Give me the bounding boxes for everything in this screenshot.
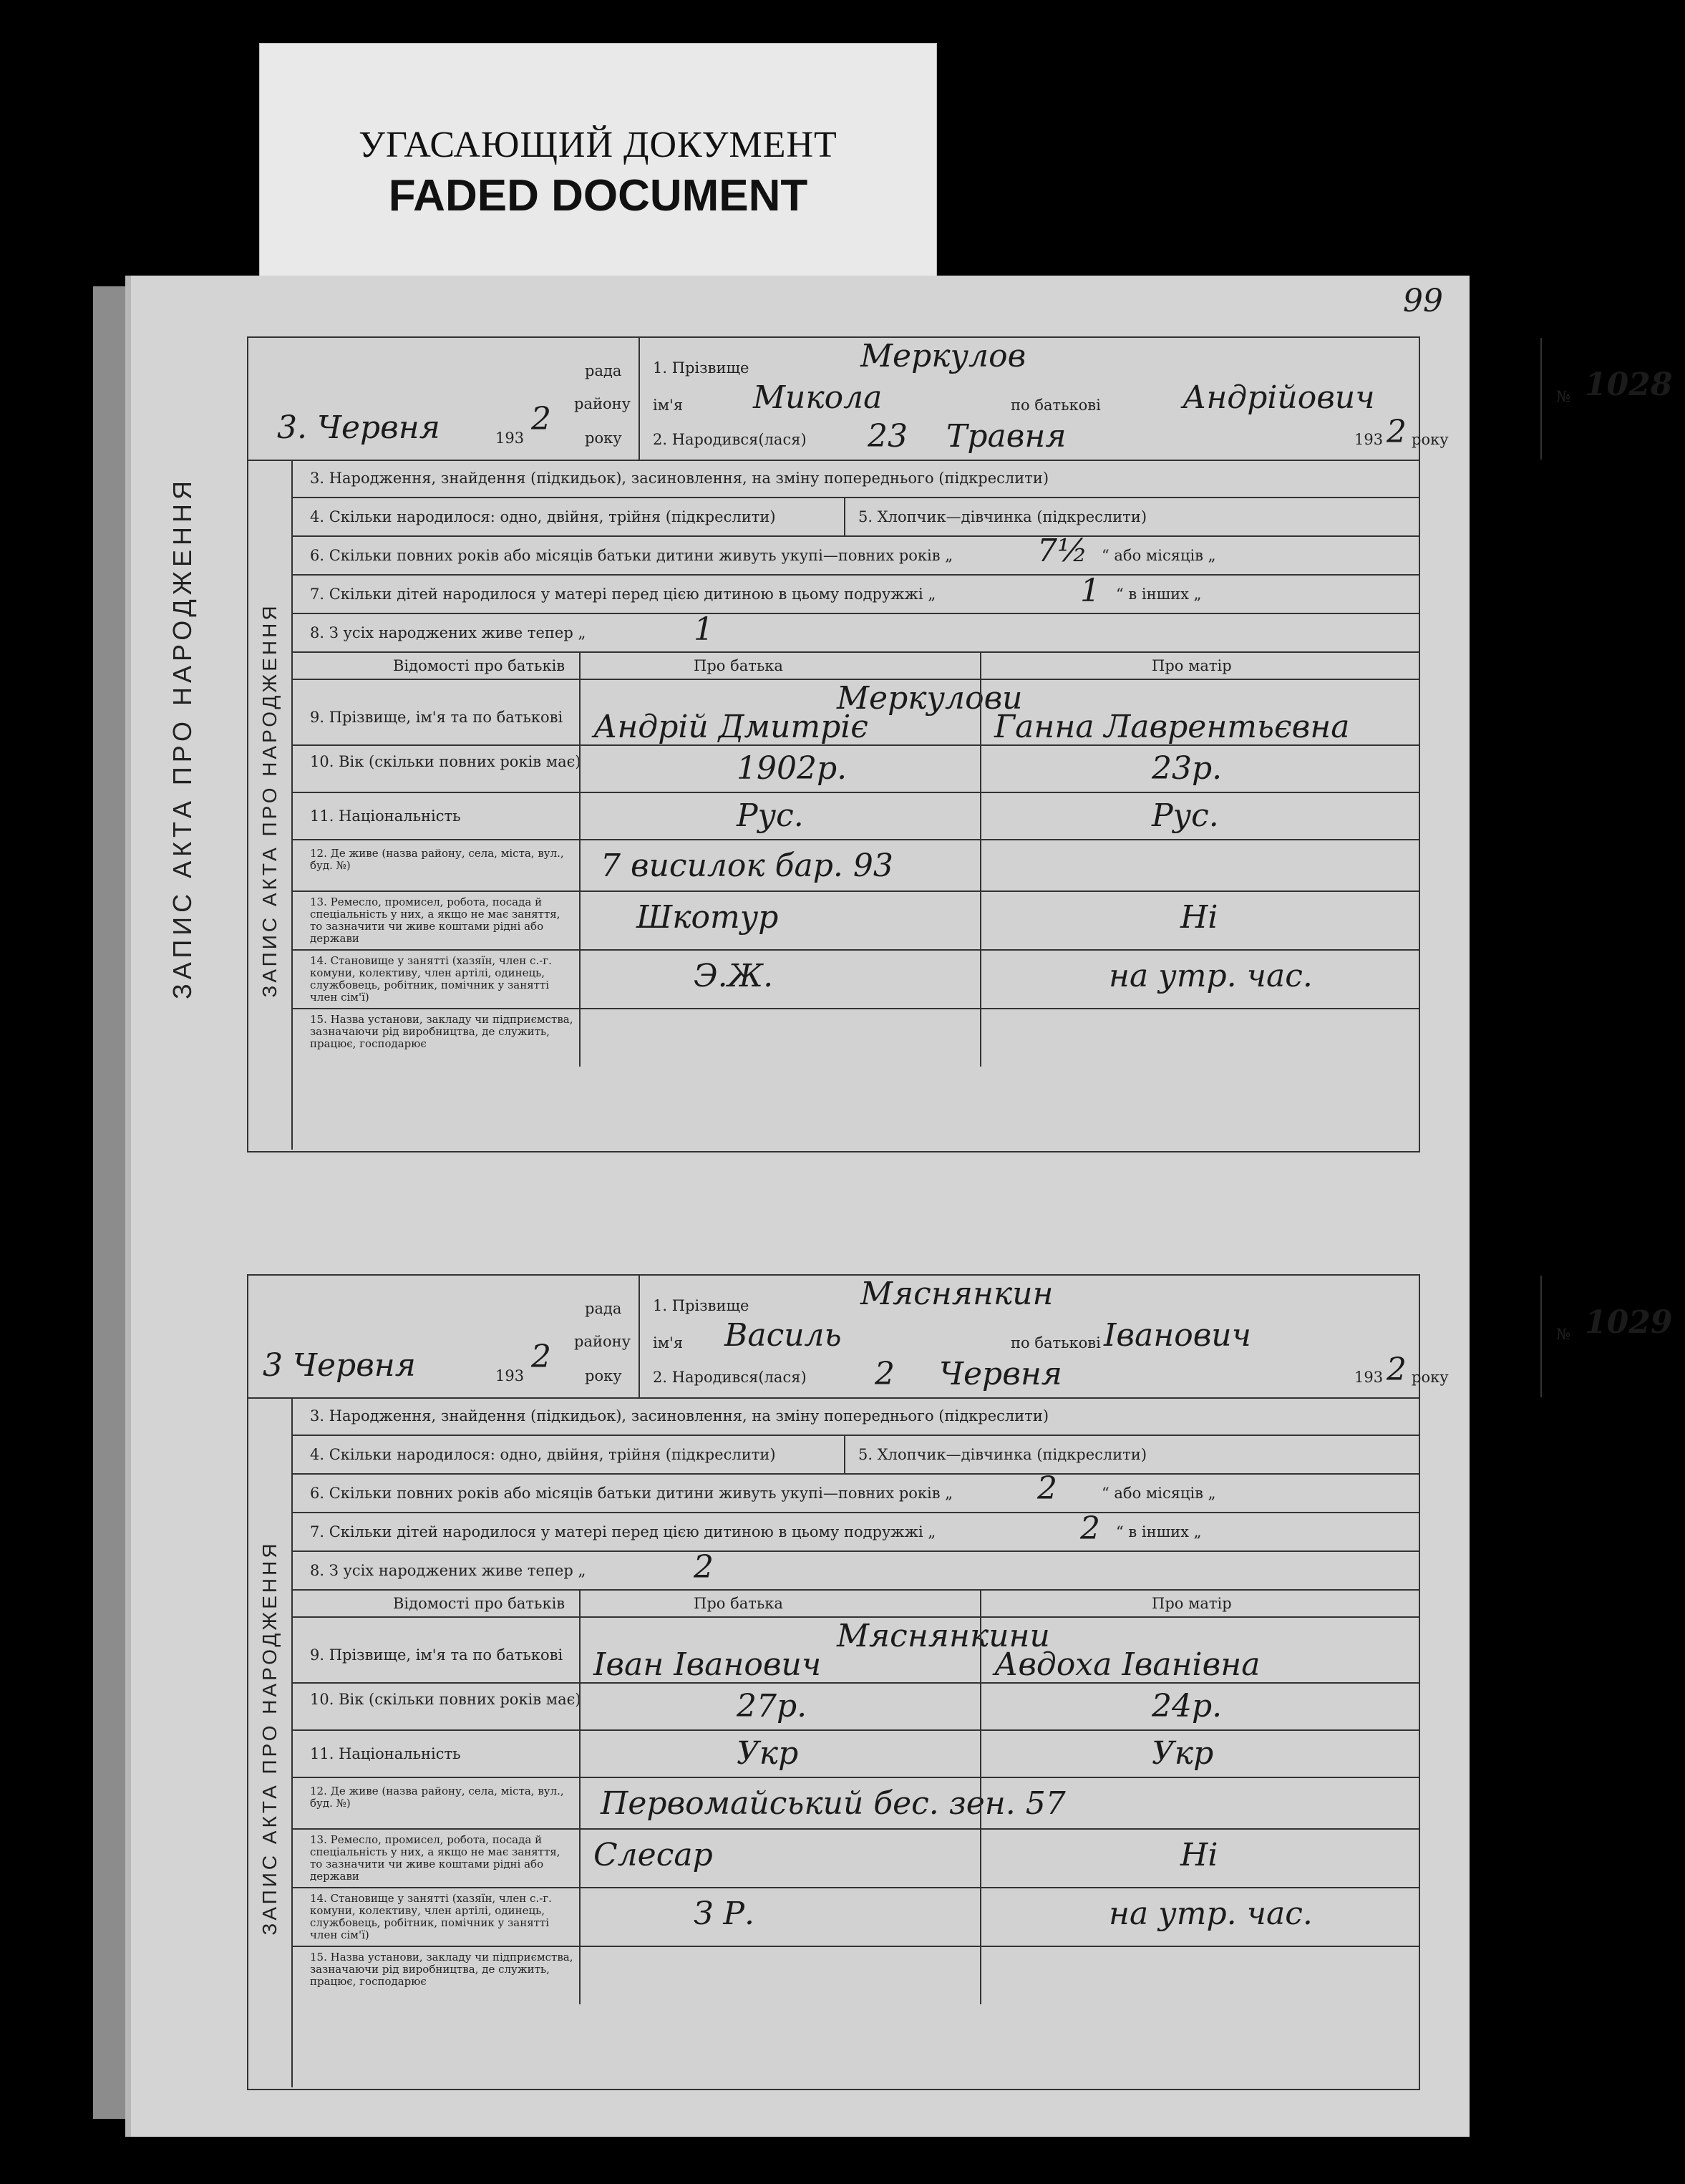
label-born-year: 193	[1354, 431, 1384, 448]
r11: 11. Національність	[310, 1745, 461, 1762]
side-title: ЗАПИС АКТА ПРО НАРОДЖЕННЯ	[258, 603, 281, 998]
father-job: Слесар	[593, 1837, 713, 1873]
stamp-text-en: FADED DOCUMENT	[388, 171, 808, 220]
father-age: 27р.	[737, 1688, 807, 1724]
birth-year: 2	[1387, 1351, 1407, 1388]
q6: 6. Скільки повних років або місяців батьки дитини живуть укупі—повних років „	[310, 1485, 953, 1502]
record-number: 1028	[1585, 367, 1673, 403]
birth-record	[247, 1274, 1673, 2090]
record-number: 1029	[1585, 1304, 1673, 1341]
years-together: 2	[1037, 1470, 1057, 1507]
label-born: 2. Народився(лася)	[653, 1369, 807, 1386]
child-surname: Мяснянкин	[860, 1276, 1054, 1312]
label-born: 2. Народився(лася)	[653, 431, 807, 448]
side-title-1: ЗАПИС АКТА ПРО НАРОДЖЕННЯ	[167, 476, 198, 1000]
label-surname: 1. Прізвище	[653, 1297, 749, 1314]
children-before: 1	[1080, 573, 1100, 609]
label-year: 193	[495, 429, 525, 447]
family-surname: Мяснянкини	[837, 1618, 1050, 1654]
child-surname: Меркулов	[860, 338, 1026, 374]
father-status: З Р.	[694, 1896, 754, 1932]
faded-document-stamp	[259, 43, 937, 281]
q3: 3. Народження, знайдення (підкидьок), засиновлення, на зміну попереднього (підкреслити)	[310, 1407, 1049, 1425]
father-nationality: Укр	[737, 1735, 799, 1772]
side-title: ЗАПИС АКТА ПРО НАРОДЖЕННЯ	[258, 1540, 281, 1936]
col-mother: Про матір	[1152, 1595, 1232, 1612]
r10: 10. Вік (скільки повних років має)	[310, 753, 581, 770]
q7: 7. Скільки дітей народилося у матері перед цією дитиною в цьому подружжі „	[310, 586, 936, 603]
label-surname: 1. Прізвище	[653, 359, 749, 377]
r13: 13. Ремесло, промисел, робота, посада й спеціальність у них, а якщо не має заняття, то зазначити чи живе коштами рідні або держави	[310, 896, 560, 945]
father-name: Іван Іванович	[593, 1646, 822, 1683]
col-father: Про батька	[694, 1595, 783, 1612]
father-name: Андрій Дмитріє	[593, 709, 868, 745]
q8: 8. З усіх народжених живе тепер „	[310, 1562, 586, 1579]
birth-month: Травня	[946, 418, 1067, 455]
father-age: 1902р.	[737, 750, 848, 787]
col-father: Про батька	[694, 657, 783, 674]
label-name: ім'я	[653, 1334, 684, 1351]
r9: 9. Прізвище, ім'я та по батькові	[310, 709, 563, 726]
col-info: Відомості про батьків	[393, 1595, 565, 1612]
label-number: №	[1556, 1326, 1570, 1343]
q6b: “ або місяців „	[1102, 1485, 1216, 1502]
q6b: “ або місяців „	[1102, 547, 1216, 564]
father-status: Э.Ж.	[694, 958, 774, 994]
label-rada: рада	[585, 362, 622, 379]
birth-year: 2	[1387, 414, 1407, 450]
father-job: Шкотур	[636, 899, 779, 936]
label-patronymic: по батькові	[1011, 1334, 1101, 1351]
label-rada: рада	[585, 1300, 622, 1317]
q7b: “ в інших „	[1116, 586, 1202, 603]
label-born-roku: року	[1412, 1369, 1449, 1386]
q5: 5. Хлопчик—дівчинка (підкреслити)	[858, 1446, 1147, 1463]
r11: 11. Національність	[310, 807, 461, 825]
label-patronymic: по батькові	[1011, 397, 1101, 414]
mother-name: Авдоха Іванівна	[994, 1646, 1261, 1683]
r10: 10. Вік (скільки повних років має)	[310, 1691, 581, 1708]
col-mother: Про матір	[1152, 657, 1232, 674]
address: Первомайський бес. зен. 57	[601, 1785, 1066, 1822]
birth-day: 23	[868, 418, 908, 455]
stamp-text-ru: УГАСАЮЩИЙ ДОКУМЕНТ	[359, 125, 837, 165]
r14: 14. Становище у занятті (хазяїн, член с.-г. комуни, колективу, член артілі, одинець, службовець, робітник, помічник у занятті член сім'ї)	[310, 1892, 552, 1941]
child-name: Василь	[724, 1317, 842, 1354]
r13: 13. Ремесло, промисел, робота, посада й спеціальність у них, а якщо не має заняття, то зазначити чи живе коштами рідні або держави	[310, 1833, 560, 1883]
r9: 9. Прізвище, ім'я та по батькові	[310, 1646, 563, 1664]
label-number: №	[1556, 388, 1570, 405]
label-roku: року	[585, 1367, 622, 1384]
mother-status: на утр. час.	[1109, 958, 1313, 994]
mother-age: 24р.	[1152, 1688, 1223, 1724]
page-number: 99	[1403, 283, 1443, 319]
child-patronymic: Андрійович	[1183, 379, 1375, 416]
birth-record	[247, 336, 1673, 1152]
living-count: 1	[694, 611, 714, 648]
children-before: 2	[1080, 1510, 1100, 1547]
mother-nationality: Укр	[1152, 1735, 1214, 1772]
q3: 3. Народження, знайдення (підкидьок), засиновлення, на зміну попереднього (підкреслити)	[310, 470, 1049, 487]
father-nationality: Рус.	[737, 797, 804, 834]
reg-date: 3 Червня	[263, 1347, 416, 1384]
r12: 12. Де живе (назва району, села, міста, вул., буд. №)	[310, 1785, 564, 1810]
label-born-year: 193	[1354, 1369, 1384, 1386]
reg-date: 3. Червня	[277, 409, 440, 446]
reg-year: 2	[531, 401, 551, 437]
family-surname: Меркулови	[837, 680, 1023, 717]
mother-job: Ні	[1180, 899, 1218, 936]
years-together: 7½	[1037, 533, 1088, 569]
birth-day: 2	[875, 1356, 895, 1392]
reg-year: 2	[531, 1339, 551, 1375]
mother-name: Ганна Лаврентьєвна	[994, 709, 1350, 745]
label-rayon: району	[574, 1333, 631, 1350]
mother-status: на утр. час.	[1109, 1896, 1313, 1932]
r12: 12. Де живе (назва району, села, міста, вул., буд. №)	[310, 847, 564, 872]
r15: 15. Назва установи, закладу чи підприємства, зазначаючи рід виробництва, де служить, працює, господарює	[310, 1951, 573, 1988]
mother-job: Ні	[1180, 1837, 1218, 1873]
q4: 4. Скільки народилося: одно, двійня, трійня (підкреслити)	[310, 1446, 776, 1463]
mother-age: 23р.	[1152, 750, 1223, 787]
label-born-roku: року	[1412, 431, 1449, 448]
q7b: “ в інших „	[1116, 1523, 1202, 1540]
col-info: Відомості про батьків	[393, 657, 565, 674]
child-patronymic: Іванович	[1104, 1317, 1252, 1354]
label-year: 193	[495, 1367, 525, 1384]
q6: 6. Скільки повних років або місяців батьки дитини живуть укупі—повних років „	[310, 547, 953, 564]
q5: 5. Хлопчик—дівчинка (підкреслити)	[858, 508, 1147, 525]
label-name: ім'я	[653, 397, 684, 414]
child-name: Микола	[753, 379, 883, 416]
label-rayon: району	[574, 395, 631, 412]
r15: 15. Назва установи, закладу чи підприємства, зазначаючи рід виробництва, де служить, працює, господарює	[310, 1013, 573, 1050]
q4: 4. Скільки народилося: одно, двійня, трійня (підкреслити)	[310, 508, 776, 525]
q7: 7. Скільки дітей народилося у матері перед цією дитиною в цьому подружжі „	[310, 1523, 936, 1540]
birth-month: Червня	[939, 1356, 1062, 1392]
mother-nationality: Рус.	[1152, 797, 1219, 834]
label-roku: року	[585, 429, 622, 447]
living-count: 2	[694, 1549, 714, 1586]
r14: 14. Становище у занятті (хазяїн, член с.-г. комуни, колективу, член артілі, одинець, службовець, робітник, помічник у занятті член сім'ї)	[310, 954, 552, 1004]
address: 7 висилок бар. 93	[601, 848, 893, 884]
q8: 8. З усіх народжених живе тепер „	[310, 624, 586, 641]
